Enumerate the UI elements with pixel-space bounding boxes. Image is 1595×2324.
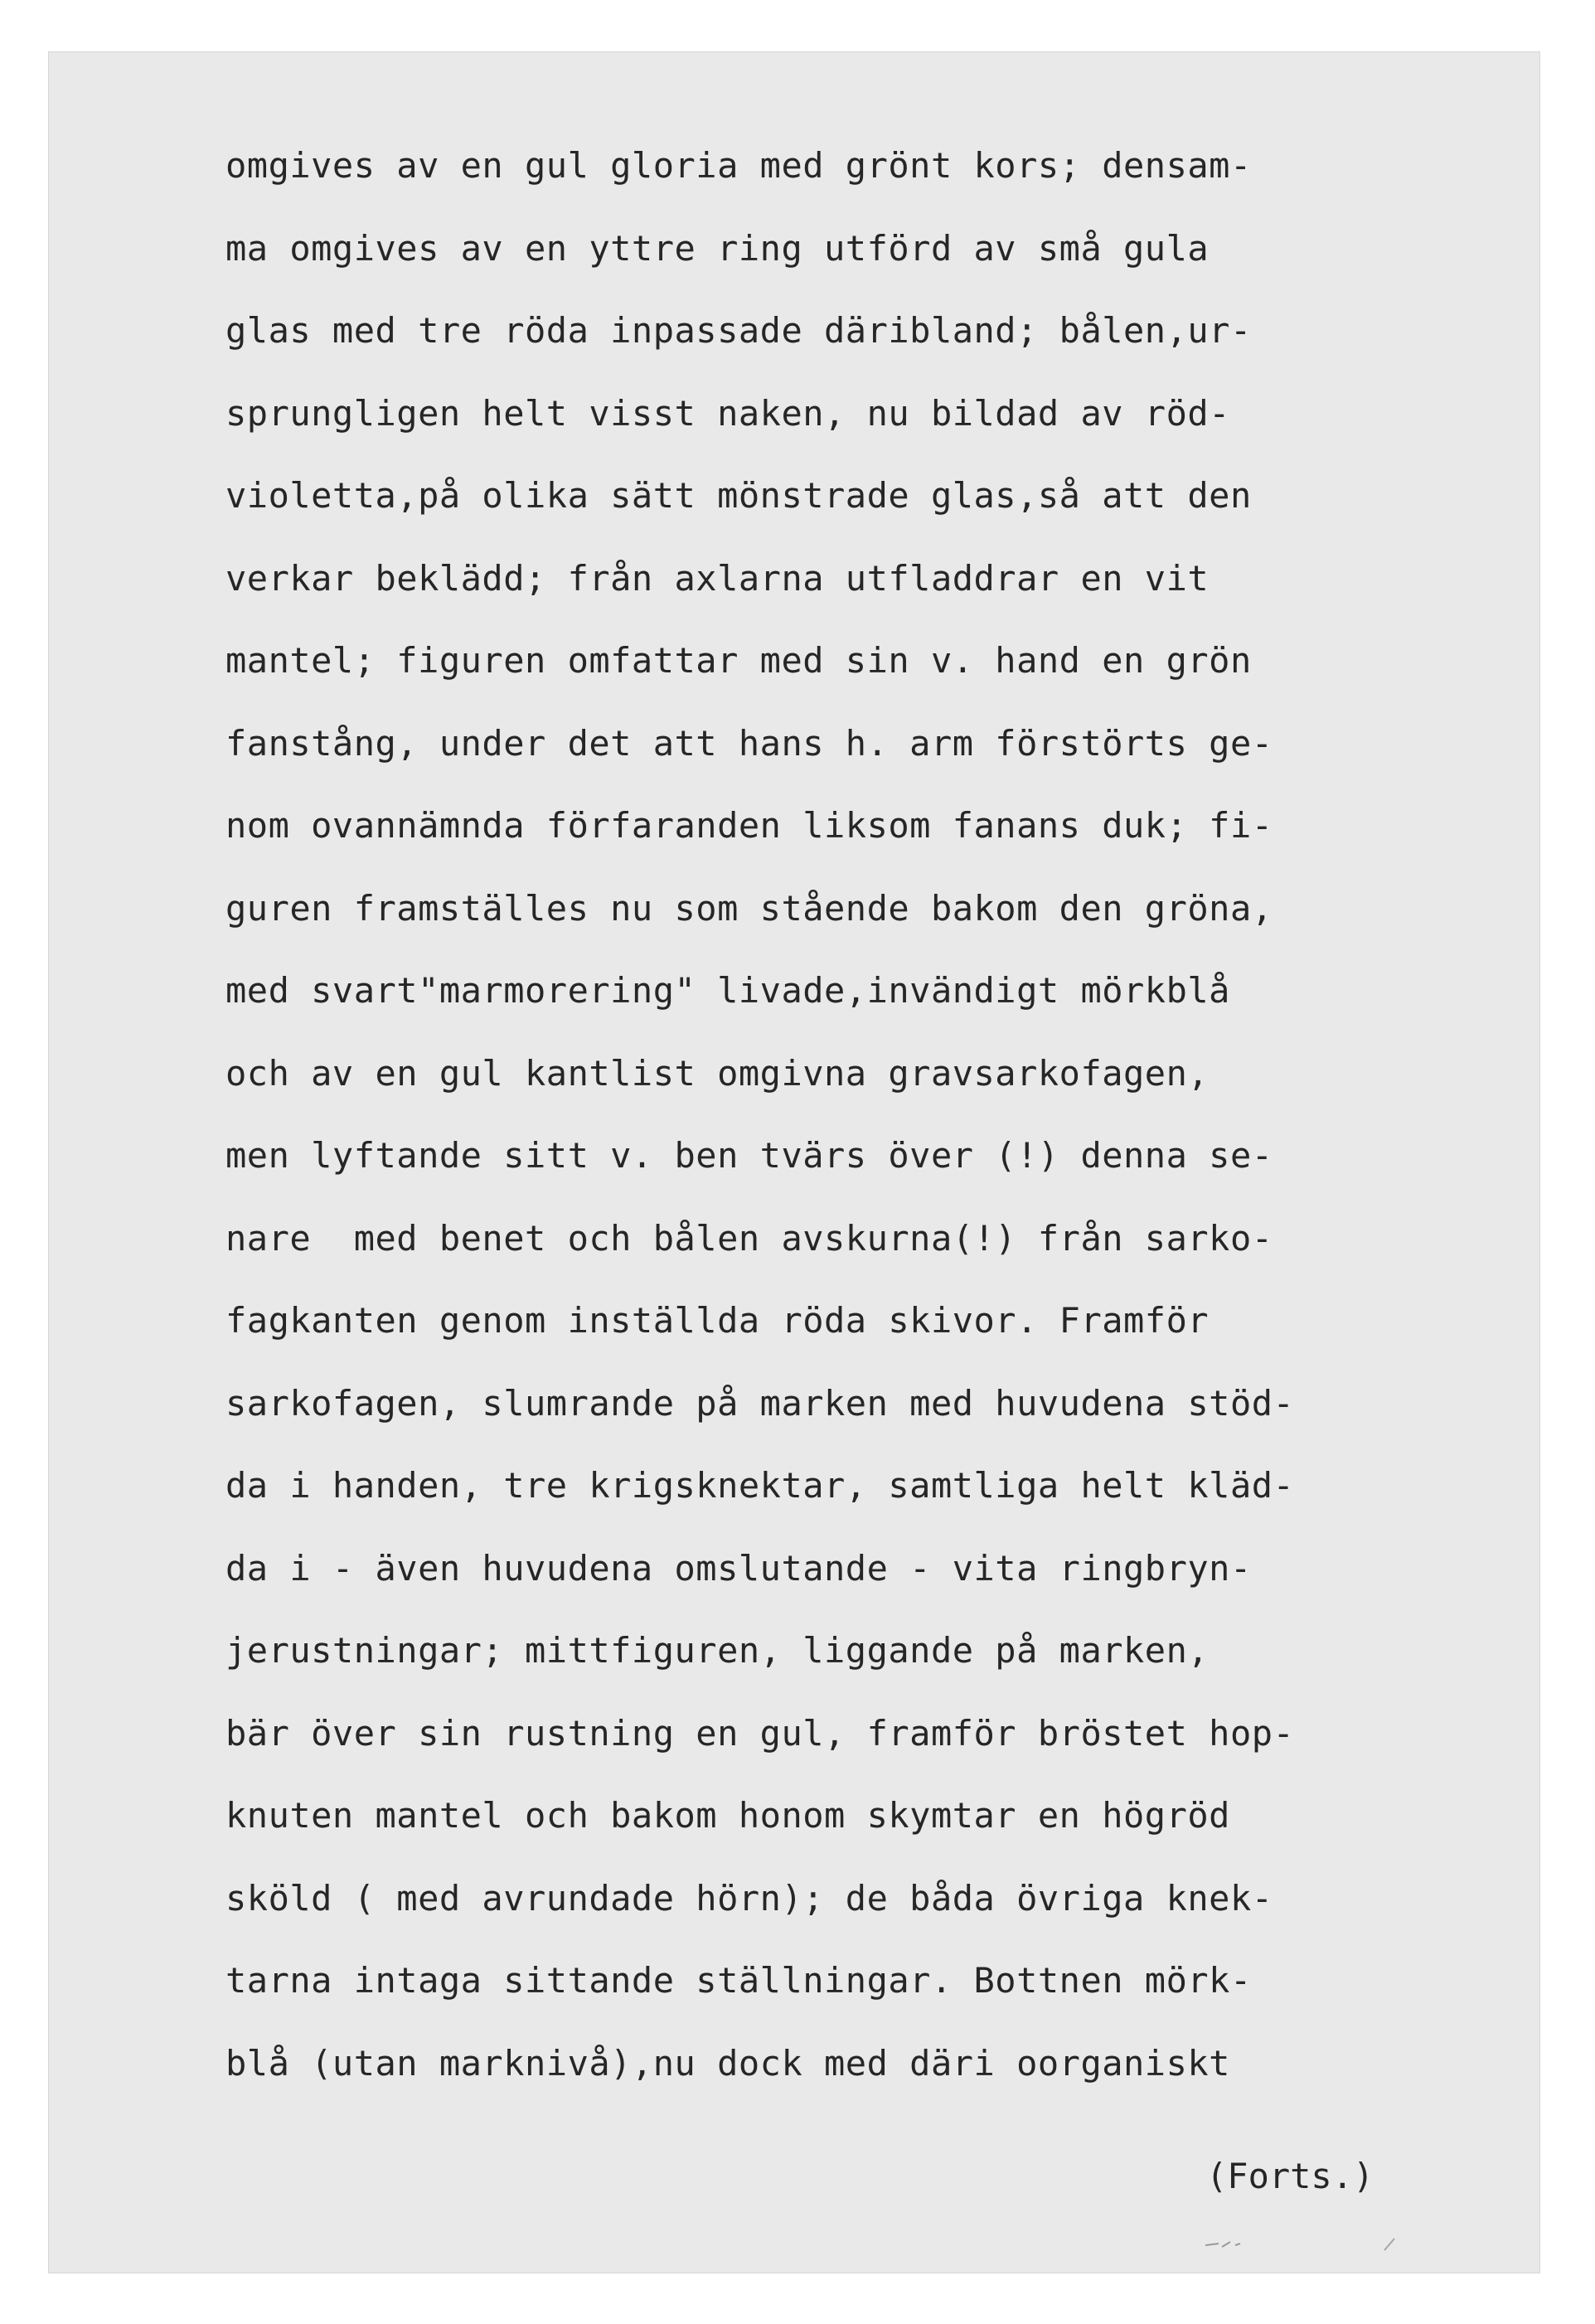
text-line: glas med tre röda inpassade däribland; bålen,ur- xyxy=(225,310,1252,351)
text-line: verkar beklädd; från axlarna utfladdrar en vit xyxy=(225,557,1210,599)
text-line: fanstång, under det att hans h. arm förstörts ge- xyxy=(225,722,1273,764)
text-line: blå (utan marknivå),nu dock med däri oorganiskt xyxy=(225,2042,1230,2084)
text-line: guren framställes nu som stående bakom den gröna, xyxy=(225,887,1273,929)
text-line: violetta,på olika sätt mönstrade glas,så att den xyxy=(225,475,1252,516)
text-line: tarna intaga sittande ställningar. Bottnen mörk- xyxy=(225,1960,1252,2001)
text-line: omgives av en gul gloria med grönt kors; densam- xyxy=(225,145,1252,186)
text-line: jerustningar; mittfiguren, liggande på marken, xyxy=(225,1630,1210,1671)
text-line: sarkofagen, slumrande på marken med huvudena stöd- xyxy=(225,1382,1295,1424)
continuation-note: (Forts.) xyxy=(1206,2156,1374,2196)
text-line: men lyftande sitt v. ben tvärs över (!) denna se- xyxy=(225,1135,1273,1176)
typewritten-text xyxy=(225,133,1486,2113)
text-line: mantel; figuren omfattar med sin v. hand en grön xyxy=(225,640,1252,681)
text-line: knuten mantel och bakom honom skymtar en högröd xyxy=(225,1795,1230,1836)
text-line: och av en gul kantlist omgivna gravsarkofagen, xyxy=(225,1052,1210,1094)
text-line: nare med benet och bålen avskurna(!) från sarko- xyxy=(225,1217,1273,1259)
text-line: nom ovannämnda förfaranden liksom fanans duk; fi- xyxy=(225,805,1273,846)
text-line: sprungligen helt visst naken, nu bildad av röd- xyxy=(225,392,1230,434)
text-line: med svart"marmorering" livade,invändigt mörkblå xyxy=(225,970,1230,1011)
pencil-scribble-icon xyxy=(1202,2230,1418,2255)
text-line: fagkanten genom inställda röda skivor. Framför xyxy=(225,1300,1210,1341)
text-line: bär över sin rustning en gul, framför bröstet hop- xyxy=(225,1712,1295,1754)
text-line: sköld ( med avrundade hörn); de båda övriga knek- xyxy=(225,1877,1273,1919)
text-line: ma omgives av en yttre ring utförd av små gula xyxy=(225,227,1210,269)
text-line: da i - även huvudena omslutande - vita ringbryn- xyxy=(225,1547,1252,1589)
text-line: da i handen, tre krigsknektar, samtliga helt kläd- xyxy=(225,1465,1295,1506)
